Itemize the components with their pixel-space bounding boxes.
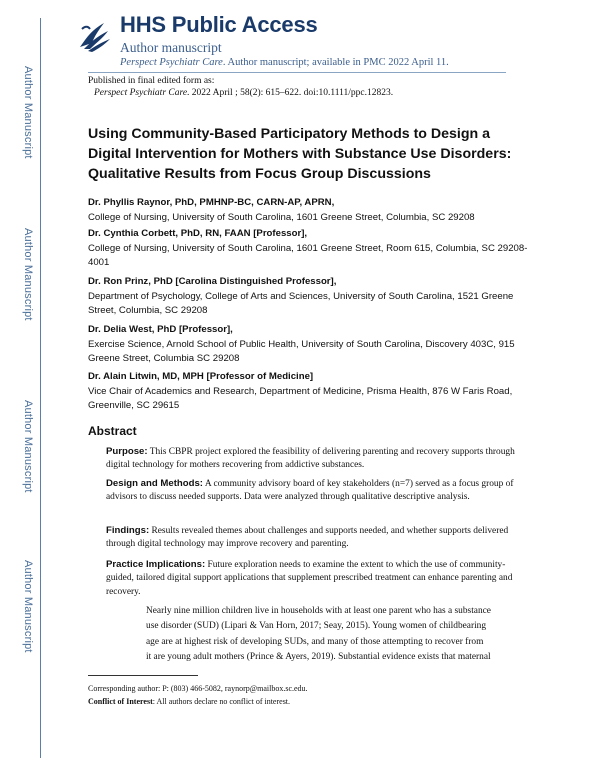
article-title: Using Community-Based Participatory Methods to Design a Digital Intervention for Mothers with Substance Use Disorders: Qualitative Results from Focus Group Discussions <box>88 126 512 182</box>
sidebar-label: Author Manuscript <box>22 400 34 493</box>
abstract-text: Results revealed themes about challenges and supports needed, and whether supports delivered through digital technology may improve recovery and parenting. <box>106 526 509 550</box>
header-divider <box>88 72 506 73</box>
abstract-heading: Abstract <box>88 424 137 438</box>
sidebar-rule <box>40 18 41 758</box>
abstract-text: This CBPR project explored the feasibility of delivering parenting and recovery supports through digital technology for mothers recovering from addictive substances. <box>106 447 515 471</box>
author-block <box>88 227 528 269</box>
author-name: Dr. Cynthia Corbett, PhD, RN, FAAN [Professor], <box>88 228 308 239</box>
citation <box>94 88 393 98</box>
citation-details: . 2022 April ; 58(2): 615–622. doi:10.1111/ppc.12823. <box>187 88 394 98</box>
sidebar-label: Author Manuscript <box>22 228 34 321</box>
abstract-label: Practice Implications: <box>106 559 206 570</box>
manuscript-label: Author manuscript <box>120 40 222 55</box>
author-name: Dr. Alain Litwin, MD, MPH [Professor of Medicine] <box>88 371 314 382</box>
abstract-text: A community advisory board of key stakeholders (n=7) served as a focus group of advisors to discuss needed supports. Data were analyzed through qualitative descriptive analysis. <box>106 479 514 503</box>
sidebar-label: Author Manuscript <box>22 66 34 159</box>
author-block <box>88 370 528 412</box>
author-affiliation: Vice Chair of Academics and Research, Department of Medicine, Prisma Health, 876 W Faris Road, Greenville, SC 29615 <box>88 386 513 411</box>
body-line: it are young adult mothers (Prince & Ayers, 2019). Substantial evidence exists that maternal <box>146 652 491 663</box>
conflict-text: : All authors declare no conflict of interest. <box>152 697 291 706</box>
abstract-text: Future exploration needs to examine the extent to which the use of community-guided, tailored digital support applications that supplement prescribed treatment can enhance parenting and recovery. <box>106 560 513 597</box>
body-line: Nearly nine million children live in households with at least one parent who has a substance <box>146 606 491 616</box>
journal-name: Perspect Psychiatr Care <box>120 57 223 68</box>
author-affiliation: Department of Psychology, College of Arts and Sciences, University of South Carolina, 1521 Greene Street, Columbia, SC 29208 <box>88 291 514 316</box>
citation-journal: Perspect Psychiatr Care <box>94 88 188 98</box>
author-name: Dr. Phyllis Raynor, PhD, PMHNP-BC, CARN-AP, APRN, <box>88 197 335 208</box>
body-line: use disorder (SUD) (Lipari & Van Horn, 2017; Seay, 2015). Young women of childbearing <box>146 621 487 632</box>
author-affiliation: Exercise Science, Arnold School of Public Health, University of South Carolina, Discovery 403C, 915 Greene Street, Columbia SC 29208 <box>88 339 515 364</box>
hhs-title: HHS Public Access <box>120 12 318 37</box>
abstract-label: Design and Methods: <box>106 478 204 489</box>
availability-line <box>120 57 449 68</box>
abstract-purpose <box>106 445 516 473</box>
conflict-of-interest <box>88 697 290 706</box>
conflict-label: Conflict of Interest <box>88 697 153 706</box>
corresponding-author: Corresponding author: P: (803) 466-5082, raynorp@mailbox.sc.edu. <box>88 684 308 693</box>
body-paragraph <box>146 604 520 666</box>
footnote-divider <box>88 675 198 676</box>
abstract-implications <box>106 558 516 599</box>
availability-text: . Author manuscript; available in PMC 2022 April 11. <box>222 57 449 68</box>
abstract-label: Purpose: <box>106 446 148 457</box>
sidebar-label: Author Manuscript <box>22 560 34 653</box>
author-affiliation: College of Nursing, University of South Carolina, 1601 Greene Street, Room 615, Columbia, SC 29208-4001 <box>88 243 528 268</box>
abstract-label: Findings: <box>106 525 150 536</box>
abstract-design <box>106 477 516 505</box>
author-block <box>88 323 528 365</box>
body-line: age are at highest risk of developing SUDs, and many of those attempting to recover from <box>146 636 484 647</box>
author-block <box>88 275 528 317</box>
author-name: Dr. Ron Prinz, PhD [Carolina Distinguished Professor], <box>88 276 337 287</box>
abstract-findings <box>106 524 516 552</box>
author-name: Dr. Delia West, PhD [Professor], <box>88 324 233 335</box>
hhs-eagle-logo-icon <box>76 17 112 53</box>
author-affiliation: College of Nursing, University of South Carolina, 1601 Greene Street, Columbia, SC 29208 <box>88 212 475 223</box>
author-block <box>88 196 528 225</box>
published-line: Published in final edited form as: <box>88 76 215 86</box>
